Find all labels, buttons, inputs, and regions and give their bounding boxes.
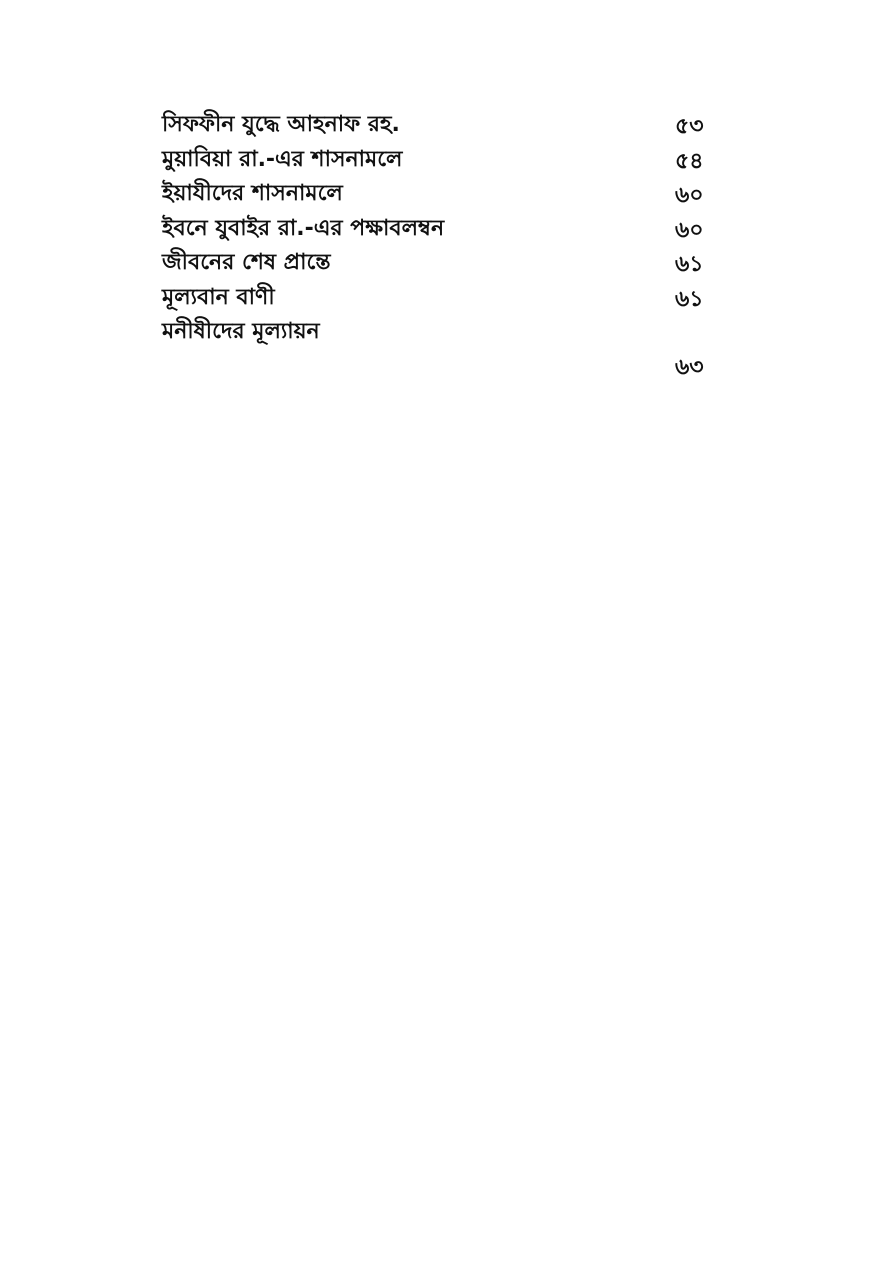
toc-entry-title: সিফফীন যুদ্ধে আহনাফ রহ. [162,112,400,137]
toc-entry-title: মূল্যবান বাণী [162,284,275,310]
toc-entry-page: ৬০ [675,183,704,208]
toc-entry-title: মনীষীদের মূল্যায়ন [162,319,320,344]
toc-entry [162,246,722,281]
toc-entry-title: মুয়াবিয়া রা.-এর শাসনামলে [162,146,403,172]
toc-entry-page: ৬১ [675,286,704,312]
toc-entry-title: ইয়াযীদের শাসনামলে [162,181,343,206]
table-of-contents [162,108,722,380]
toc-entry [162,108,722,143]
toc-entry-title: ইবনে যুবাইর রা.-এর পক্ষাবলম্বন [162,215,445,241]
toc-entry [162,212,722,247]
toc-entry-page: ৫৪ [675,148,704,174]
toc-entry-page: ৬০ [675,217,704,243]
toc-entry [162,315,722,380]
toc-entry [162,143,722,178]
toc-entry-title: জীবনের শেষ প্রান্তে [162,250,331,275]
toc-entry-page: ৫৩ [675,114,704,139]
toc-entry-page: ৬১ [675,252,704,277]
toc-entry-page: ৬৩ [675,355,704,380]
toc-entry [162,281,722,316]
toc-entry [162,177,722,212]
